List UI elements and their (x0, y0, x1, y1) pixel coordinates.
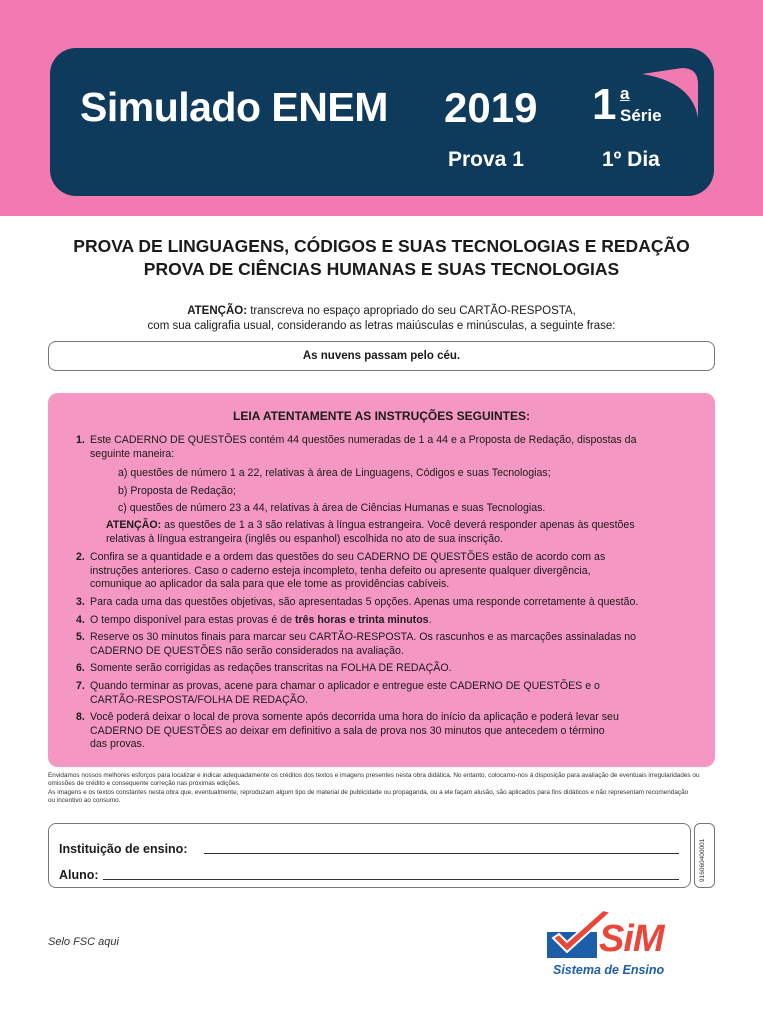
header-band (0, 0, 763, 216)
item-text: O tempo disponível para estas provas é de (90, 614, 295, 626)
logo-tagline: Sistema de Ensino (553, 963, 665, 977)
institution-row (59, 842, 679, 856)
instruction-item-1b: b) Proposta de Redação; (118, 485, 236, 497)
serie-number: 1 (592, 80, 617, 129)
instruction-item-1c: c) questões de número 23 a 44, relativas à área de Ciências Humanas e suas Tecnologias. (118, 502, 546, 514)
title-banner (50, 48, 714, 196)
attention-text-1: transcreva no espaço apropriado do seu CARTÃO-RESPOSTA, (247, 305, 576, 317)
student-line[interactable] (103, 879, 679, 880)
item-text: instruções anteriores. Caso o caderno esteja incompleto, tenha defeito ou apresente qualquer divergência, (90, 564, 591, 577)
item-number: 1. (76, 434, 85, 446)
credits-line: As imagens e os textos constantes nesta obra que, eventualmente, reproduzam algum tipo de material de publicidade ou propaganda, ou a ele façam alusão, são aplicados para fins didáticos e não representam recomendação (48, 788, 689, 796)
instruction-item-2 (76, 551, 678, 592)
attention-label: ATENÇÃO: (187, 305, 248, 317)
heading-linguagens: PROVA DE LINGUAGENS, CÓDIGOS E SUAS TECNOLOGIAS E REDAÇÃO (73, 236, 690, 256)
instruction-item-8 (76, 711, 678, 752)
item-text: comunique ao aplicador da sala para que ele tome as providências cabíveis. (90, 578, 450, 590)
credits-notice (48, 772, 718, 805)
item-text: Quando terminar as provas, acene para chamar o aplicador e entregue este CADERNO DE QUESTÕES e o (90, 680, 600, 692)
instruction-item-1 (76, 434, 678, 461)
item-text: Para cada uma das questões objetivas, são apresentadas 5 opções. Apenas uma responde corretamente à questão. (90, 596, 639, 608)
instruction-item-1-attention (106, 519, 678, 546)
instructions-title: LEIA ATENTAMENTE AS INSTRUÇÕES SEGUINTES: (233, 409, 530, 423)
exam-year: 2019 (444, 84, 538, 131)
heading-ciencias-humanas: PROVA DE CIÊNCIAS HUMANAS E SUAS TECNOLOGIAS (143, 259, 620, 279)
student-info-form (48, 823, 691, 888)
item-number: 3. (76, 596, 85, 608)
attention-line-1 (0, 304, 763, 319)
institution-label: Instituição de ensino: (59, 842, 188, 856)
document-code: 916060400001 (699, 838, 706, 882)
item-text: CADERNO DE QUESTÕES não serão considerados na avaliação. (90, 644, 404, 657)
item-text: Este CADERNO DE QUESTÕES contém 44 questões numeradas de 1 a 44 e a Proposta de Redação, dispostas da (90, 434, 637, 446)
dia-label: 1º Dia (602, 148, 660, 171)
item-number: 6. (76, 662, 85, 674)
credits-line: omissões de crédito e consequente correção nas próximas edições. (48, 780, 241, 788)
item-text: seguinte maneira: (90, 447, 175, 460)
sim-logo (545, 908, 715, 978)
credits-line: Envidamos nossos melhores esforços para localizar e indicar adequadamente os créditos dos textos e imagens presentes nesta obra didática. No entanto, colocamo-nos à disposição para avaliação de eventuais irregularidades ou (48, 772, 700, 779)
item-text: . (428, 614, 432, 626)
exam-title: Simulado ENEM (80, 84, 388, 130)
instruction-item-4 (76, 614, 678, 628)
item-text: Somente serão corrigidas as redações transcritas na FOLHA DE REDAÇÃO. (90, 662, 452, 674)
student-label: Aluno: (59, 868, 99, 882)
instructions-box (48, 393, 715, 767)
serie-superscript: a (620, 84, 630, 103)
item-text: Você poderá deixar o local de prova somente após decorrida uma hora do início da aplicação e poderá levar seu (90, 711, 619, 723)
attention-label: ATENÇÃO: (106, 519, 162, 531)
item-text: relativas à língua estrangeira (inglês ou espanhol) escolhida no ato de sua inscrição. (106, 532, 503, 545)
prova-label: Prova 1 (448, 148, 524, 171)
item-text: das provas. (90, 738, 145, 750)
credits-line: ou incentivo ao consumo. (48, 796, 121, 804)
item-number: 5. (76, 631, 85, 643)
attention-line-2: com sua caligrafia usual, considerando as letras maiúsculas e minúsculas, a seguinte frase: (147, 320, 616, 332)
item-number: 2. (76, 551, 85, 563)
instruction-item-6 (76, 662, 678, 676)
code-box (694, 823, 715, 888)
item-text: Reserve os 30 minutos finais para marcar seu CARTÃO-RESPOSTA. Os rascunhos e as marcações assinaladas no (90, 631, 637, 643)
instruction-item-3 (76, 596, 678, 610)
item-number: 7. (76, 680, 85, 692)
instruction-item-1a: a) questões de número 1 a 22, relativas à área de Linguagens, Códigos e suas Tecnologias; (118, 467, 551, 479)
serie-word: Série (620, 106, 662, 125)
instruction-item-7 (76, 680, 678, 707)
item-text: as questões de 1 a 3 são relativas à língua estrangeira. Você deverá responder apenas às questões (161, 519, 635, 531)
logo-brand: SiM (599, 918, 664, 960)
fsc-seal-placeholder: Selo FSC aqui (48, 936, 119, 948)
item-text: CADERNO DE QUESTÕES ao deixar em definitivo a sala de prova nos 30 minutos que antecedem o término (90, 724, 605, 737)
item-text: CARTÃO-RESPOSTA/FOLHA DE REDAÇÃO. (90, 693, 308, 706)
student-row (59, 868, 679, 882)
item-number: 4. (76, 614, 85, 626)
institution-line[interactable] (204, 853, 679, 854)
item-text-bold: três horas e trinta minutos (294, 614, 429, 626)
phrase-box: As nuvens passam pelo céu. (48, 341, 715, 371)
item-number: 8. (76, 711, 85, 723)
instruction-item-5 (76, 631, 678, 658)
item-text: Confira se a quantidade e a ordem das questões do seu CADERNO DE QUESTÕES estão de acordo com as (90, 551, 606, 563)
